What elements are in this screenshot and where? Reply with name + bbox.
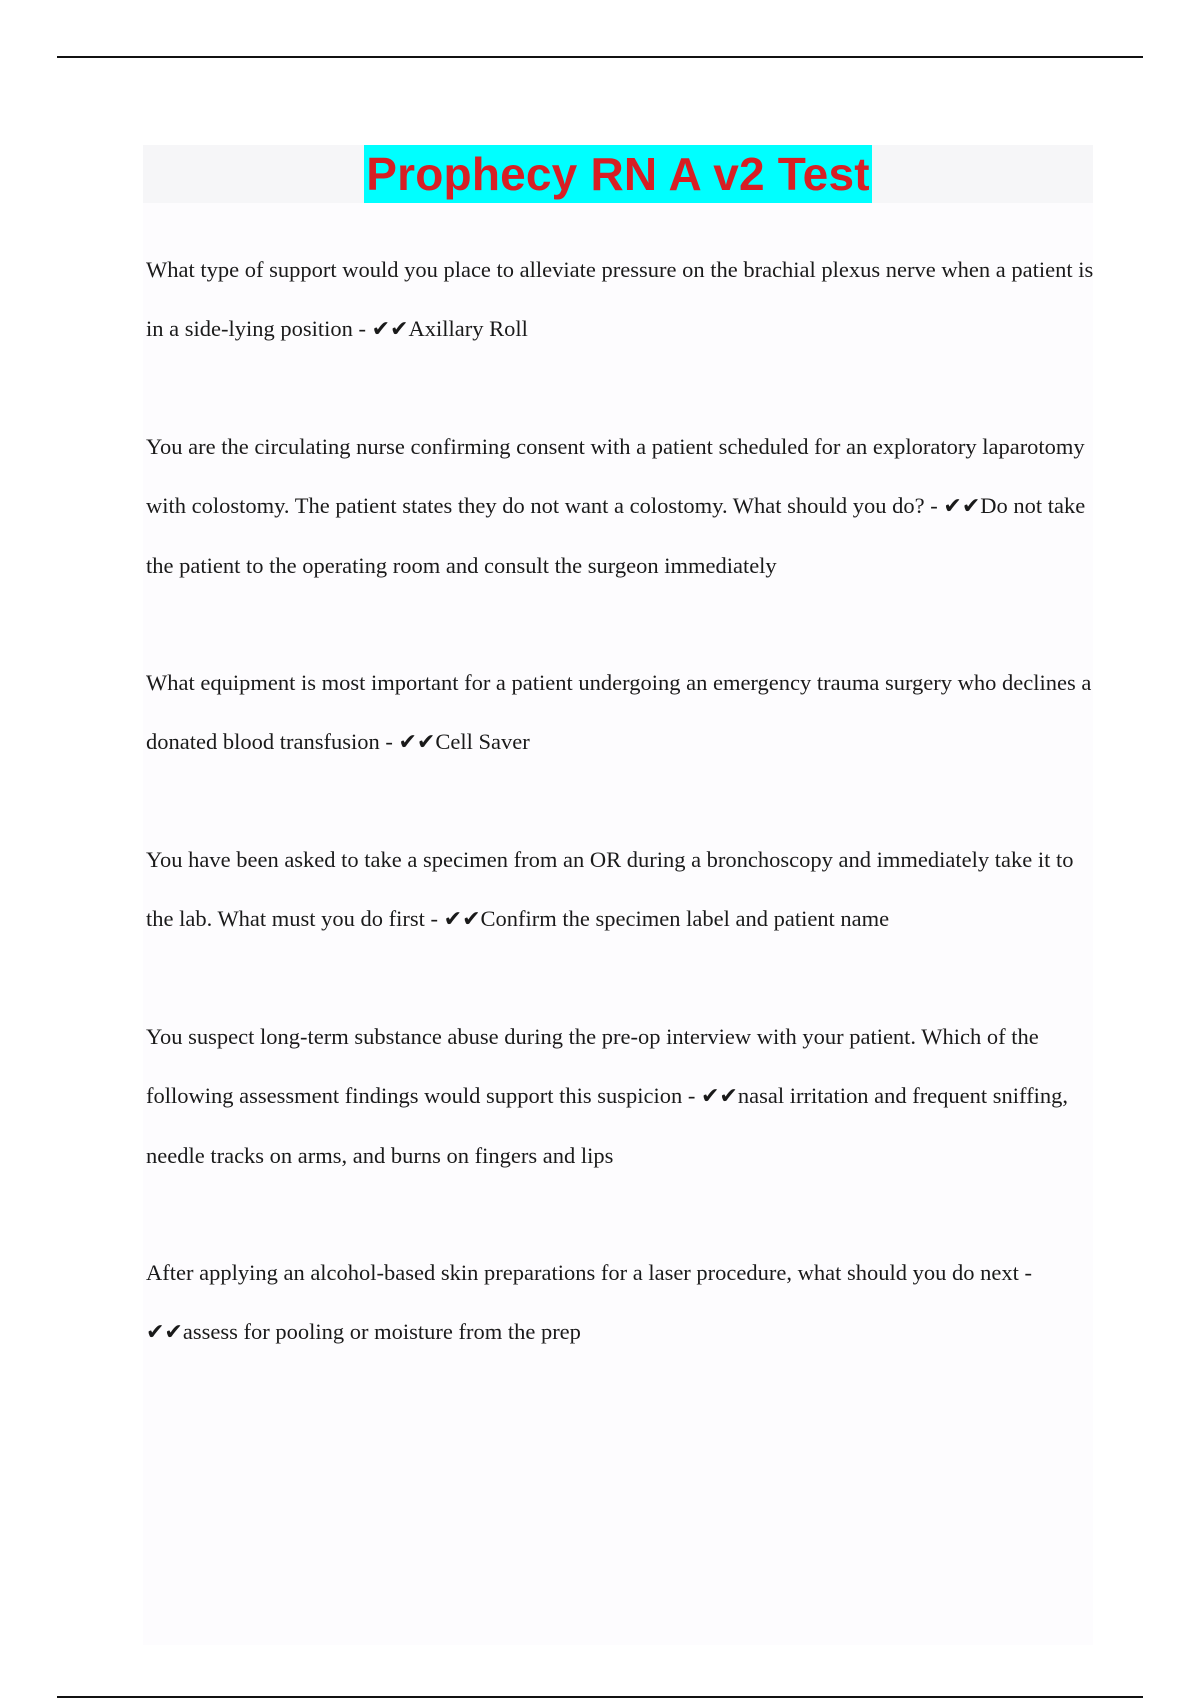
answer-text: Cell Saver	[435, 729, 530, 754]
title-band	[143, 145, 1093, 203]
answer-text: Do not take the patient to the operating room and consult the surgeon immediately	[146, 493, 1086, 578]
qa-item	[146, 240, 1096, 359]
qa-item	[146, 417, 1096, 595]
check-mark-icon: ✔✔	[701, 1084, 738, 1109]
document-title: Prophecy RN A v2 Test	[364, 145, 872, 203]
question-text: You have been asked to take a specimen from an OR during a bronchoscopy and immediately take it to the lab. What must you do first	[146, 847, 1074, 931]
check-mark-icon: ✔✔	[371, 317, 409, 342]
question-text: After applying an alcohol-based skin preparations for a laser procedure, what should you do next	[146, 1260, 1019, 1285]
qa-item	[146, 830, 1096, 949]
bottom-rule	[57, 1696, 1143, 1698]
question-text: You suspect long-term substance abuse during the pre-op interview with your patient. Which of the following assessment findings would support this suspicion	[146, 1024, 1039, 1108]
separator: -	[682, 1083, 701, 1108]
answer-text: Axillary Roll	[408, 316, 528, 341]
qa-list	[146, 240, 1096, 1420]
check-mark-icon: ✔✔	[443, 907, 481, 932]
qa-item	[146, 653, 1096, 772]
check-mark-icon: ✔✔	[943, 494, 981, 519]
top-rule	[57, 56, 1143, 58]
qa-item	[146, 1243, 1096, 1362]
answer-text: nasal irritation and frequent sniffing, needle tracks on arms, and burns on fingers and lips	[146, 1083, 1068, 1168]
qa-item	[146, 1007, 1096, 1185]
question-text: What equipment is most important for a patient undergoing an emergency trauma surgery who declines a donated blood transfusion	[146, 670, 1092, 754]
separator: -	[1018, 1260, 1032, 1285]
question-text: What type of support would you place to alleviate pressure on the brachial plexus nerve when a patient is in a side-lying position	[146, 257, 1094, 341]
question-text: You are the circulating nurse confirming consent with a patient scheduled for an exploratory laparotomy with colostomy. The patient states they do not want a colostomy. What should you do?	[146, 434, 1085, 518]
separator: -	[424, 906, 444, 931]
separator: -	[924, 493, 944, 518]
check-mark-icon: ✔✔	[146, 1320, 183, 1345]
separator: -	[379, 729, 399, 754]
answer-text: assess for pooling or moisture from the prep	[182, 1319, 581, 1344]
separator: -	[352, 316, 372, 341]
answer-text: Confirm the specimen label and patient name	[480, 906, 890, 931]
check-mark-icon: ✔✔	[398, 730, 436, 755]
